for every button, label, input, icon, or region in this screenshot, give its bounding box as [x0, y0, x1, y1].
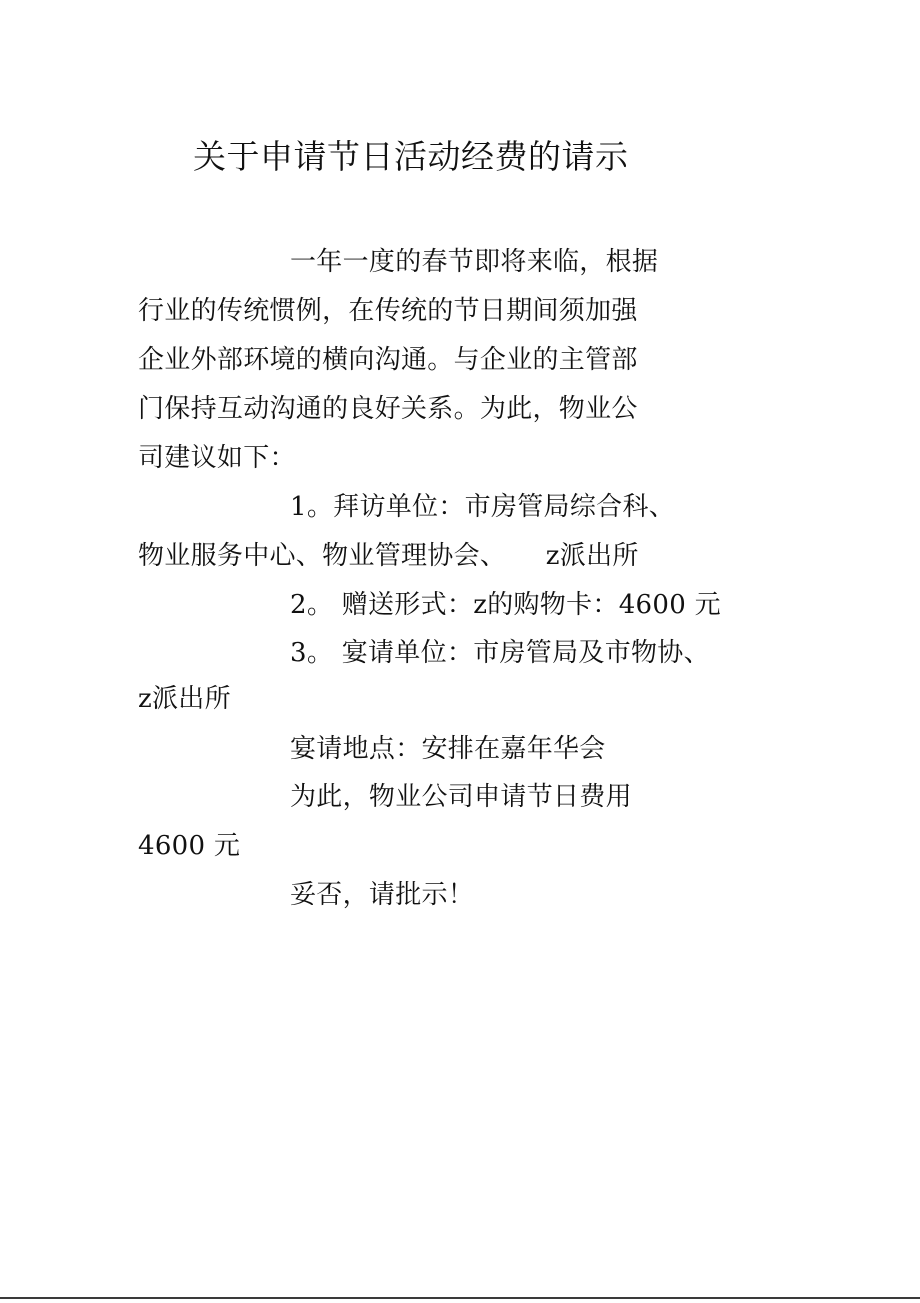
paragraph-line: 行业的传统惯例，在传统的节日期间须加强	[138, 296, 638, 326]
request-line: 为此，物业公司申请节日费用	[290, 782, 632, 812]
paragraph-line: 一年一度的春节即将来临，根据	[290, 247, 659, 277]
paragraph-line: 门保持互动沟通的良好关系。为此，物业公	[138, 394, 638, 424]
document-title: 关于申请节日活动经费的请示	[193, 137, 629, 176]
paragraph-line: 司建议如下：	[138, 443, 296, 473]
list-item-3: 3。 宴请单位：市房管局及市物协、	[290, 638, 710, 668]
venue-line: 宴请地点：安排在嘉年华会	[290, 734, 606, 764]
paragraph-line: 企业外部环境的横向沟通。与企业的主管部	[138, 345, 638, 375]
list-item-3-continued: z派出所	[138, 684, 231, 714]
request-amount: 4600 元	[138, 831, 241, 861]
list-item-1: 1。拜访单位：市房管局综合科、	[290, 492, 676, 522]
list-item-1-continued: 物业服务中心、物业管理协会、 z派出所	[138, 541, 639, 571]
page-bottom-rule	[0, 1297, 920, 1299]
list-item-2: 2。 赠送形式：z的购物卡：4600 元	[290, 590, 721, 620]
closing-line: 妥否，请批示！	[290, 880, 475, 910]
